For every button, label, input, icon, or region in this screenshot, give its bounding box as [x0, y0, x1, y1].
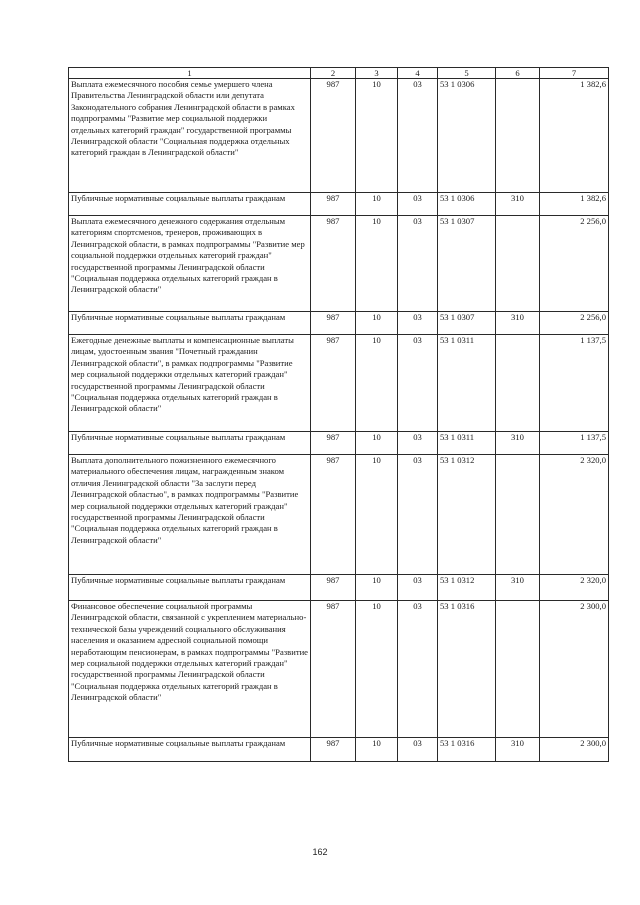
cell-expense-type [496, 601, 540, 738]
cell-amount: 1 382,6 [540, 79, 609, 193]
cell-admin-code: 987 [311, 601, 356, 738]
cell-target-article: 53 1 0312 [438, 575, 496, 601]
cell-name: Публичные нормативные социальные выплаты гражданам [69, 193, 311, 216]
header-col-7: 7 [540, 68, 609, 79]
cell-admin-code: 987 [311, 575, 356, 601]
page-number: 162 [312, 847, 328, 857]
cell-expense-type [496, 455, 540, 575]
cell-admin-code: 987 [311, 455, 356, 575]
cell-name: Публичные нормативные социальные выплаты гражданам [69, 312, 311, 335]
budget-table [68, 67, 609, 762]
header-col-6: 6 [496, 68, 540, 79]
cell-subsection: 03 [398, 738, 438, 762]
cell-target-article: 53 1 0311 [438, 432, 496, 455]
cell-subsection: 03 [398, 193, 438, 216]
cell-subsection: 03 [398, 432, 438, 455]
cell-target-article: 53 1 0316 [438, 601, 496, 738]
cell-subsection: 03 [398, 312, 438, 335]
cell-section: 10 [356, 432, 398, 455]
cell-admin-code: 987 [311, 216, 356, 312]
cell-name: Выплата ежемесячного пособия семье умершего члена Правительства Ленинградской области или депутата Законодательного собрания Ленинградской области в рамках подпрограммы "Развитие мер социальной поддержки отдельных категорий граждан" государственной программы Ленинградской области "Социальная поддержка отдельных категорий граждан в Ленинградской области" [69, 79, 311, 193]
cell-expense-type: 310 [496, 575, 540, 601]
header-col-1: 1 [69, 68, 311, 79]
header-col-3: 3 [356, 68, 398, 79]
cell-section: 10 [356, 738, 398, 762]
cell-expense-type: 310 [496, 312, 540, 335]
cell-target-article: 53 1 0311 [438, 335, 496, 432]
cell-section: 10 [356, 312, 398, 335]
cell-section: 10 [356, 79, 398, 193]
cell-name: Выплата дополнительного пожизненного ежемесячного материального обеспечения лицам, награжденным знаком отличия Ленинградской области "За заслуги перед Ленинградской областью", в рамках подпрограммы "Развитие мер социальной поддержки отдельных категорий граждан" государственной программы Ленинградской области "Социальная поддержка отдельных категорий граждан в Ленинградской области" [69, 455, 311, 575]
table-row [69, 575, 609, 601]
cell-admin-code: 987 [311, 432, 356, 455]
cell-subsection: 03 [398, 575, 438, 601]
cell-target-article: 53 1 0316 [438, 738, 496, 762]
cell-amount: 2 320,0 [540, 455, 609, 575]
cell-subsection: 03 [398, 79, 438, 193]
table-row [69, 455, 609, 575]
cell-admin-code: 987 [311, 312, 356, 335]
cell-amount: 2 320,0 [540, 575, 609, 601]
cell-expense-type: 310 [496, 738, 540, 762]
cell-admin-code: 987 [311, 738, 356, 762]
table-row [69, 432, 609, 455]
header-col-2: 2 [311, 68, 356, 79]
cell-subsection: 03 [398, 455, 438, 575]
cell-amount: 1 137,5 [540, 432, 609, 455]
table-row [69, 193, 609, 216]
cell-admin-code: 987 [311, 193, 356, 216]
cell-subsection: 03 [398, 601, 438, 738]
cell-amount: 2 256,0 [540, 216, 609, 312]
cell-section: 10 [356, 216, 398, 312]
table-header-row [69, 68, 609, 79]
cell-name: Публичные нормативные социальные выплаты гражданам [69, 738, 311, 762]
cell-admin-code: 987 [311, 335, 356, 432]
cell-name: Финансовое обеспечение социальной программы Ленинградской области, связанной с укреплением материально-технической базы учреждений социального обслуживания населения и оказанием адресной социальной помощи неработающим пенсионерам, в рамках подпрограммы "Развитие мер социальной поддержки отдельных категорий граждан" государственной программы Ленинградской области "Социальная поддержка отдельных категорий граждан в Ленинградской области" [69, 601, 311, 738]
cell-expense-type [496, 335, 540, 432]
table-row [69, 312, 609, 335]
cell-subsection: 03 [398, 335, 438, 432]
cell-amount: 2 300,0 [540, 738, 609, 762]
table-row [69, 216, 609, 312]
cell-name: Публичные нормативные социальные выплаты гражданам [69, 432, 311, 455]
cell-amount: 1 137,5 [540, 335, 609, 432]
cell-target-article: 53 1 0307 [438, 312, 496, 335]
table-body [69, 79, 609, 762]
table-row [69, 738, 609, 762]
cell-section: 10 [356, 335, 398, 432]
table-row [69, 335, 609, 432]
header-col-5: 5 [438, 68, 496, 79]
cell-expense-type: 310 [496, 432, 540, 455]
cell-section: 10 [356, 601, 398, 738]
header-col-4: 4 [398, 68, 438, 79]
cell-amount: 1 382,6 [540, 193, 609, 216]
cell-name: Выплата ежемесячного денежного содержания отдельным категориям спортсменов, тренеров, проживающих в Ленинградской области, в рамках подпрограммы "Развитие мер социальной поддержки отдельных категорий граждан" государственной программы Ленинградской области "Социальная поддержка отдельных категорий граждан в Ленинградской области" [69, 216, 311, 312]
cell-target-article: 53 1 0307 [438, 216, 496, 312]
cell-amount: 2 300,0 [540, 601, 609, 738]
cell-target-article: 53 1 0312 [438, 455, 496, 575]
cell-section: 10 [356, 455, 398, 575]
cell-name: Ежегодные денежные выплаты и компенсационные выплаты лицам, удостоенным звания "Почетный гражданин Ленинградской области", в рамках подпрограммы "Развитие мер социальной поддержки отдельных категорий граждан" государственной программы Ленинградской области "Социальная поддержка отдельных категорий граждан в Ленинградской области" [69, 335, 311, 432]
cell-target-article: 53 1 0306 [438, 193, 496, 216]
cell-amount: 2 256,0 [540, 312, 609, 335]
cell-target-article: 53 1 0306 [438, 79, 496, 193]
cell-expense-type [496, 79, 540, 193]
cell-admin-code: 987 [311, 79, 356, 193]
cell-section: 10 [356, 575, 398, 601]
cell-expense-type [496, 216, 540, 312]
cell-expense-type: 310 [496, 193, 540, 216]
cell-section: 10 [356, 193, 398, 216]
table-row [69, 79, 609, 193]
table-row [69, 601, 609, 738]
cell-name: Публичные нормативные социальные выплаты гражданам [69, 575, 311, 601]
cell-subsection: 03 [398, 216, 438, 312]
